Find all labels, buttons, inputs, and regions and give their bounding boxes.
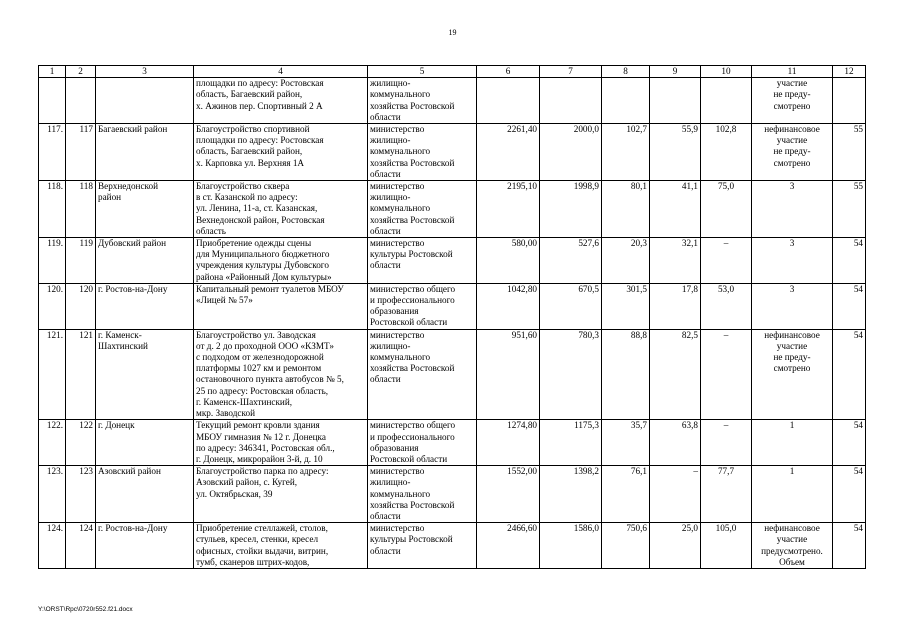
column-header: 11 — [752, 66, 833, 78]
row-number-cell: 118 — [66, 181, 96, 238]
score-cell — [833, 78, 866, 124]
value-cell-6: 1274,80 — [477, 420, 540, 466]
municipality-cell: г. Ростов-на-Дону — [96, 283, 194, 329]
column-header: 3 — [96, 66, 194, 78]
municipality-cell: Багаевский район — [96, 124, 194, 181]
data-table — [38, 65, 866, 569]
municipality-cell: Верхнедонской район — [96, 181, 194, 238]
row-number-cell: 119 — [66, 238, 96, 284]
score-cell: 55 — [833, 181, 866, 238]
value-cell-10: 102,8 — [701, 124, 752, 181]
value-cell-7: 2000,0 — [540, 124, 602, 181]
ministry-cell: министерство жилищно- коммунального хозяйства Ростовской области — [368, 124, 477, 181]
column-header: 2 — [66, 66, 96, 78]
project-cell: площадки по адресу: Ростовская область, Багаевский район, х. Ажинов пер. Спортивный 2 А — [194, 78, 368, 124]
value-cell-9: 82,5 — [650, 329, 701, 420]
row-number-cell: 117 — [66, 124, 96, 181]
municipality-cell — [96, 78, 194, 124]
project-cell: Капитальный ремонт туалетов МБОУ «Лицей № 57» — [194, 283, 368, 329]
project-cell: Текущий ремонт кровли здания МБОУ гимназия № 12 г. Донецка по адресу: 346341, Ростовская обл., г. Донецк, микрорайон 3-й, д. 10 — [194, 420, 368, 466]
score-cell: 55 — [833, 124, 866, 181]
project-cell: Приобретение одежды сцены для Муниципального бюджетного учреждения культуры Дубовского района «Районный Дом культуры» — [194, 238, 368, 284]
value-cell-10: 105,0 — [701, 523, 752, 569]
ministry-cell: министерство культуры Ростовской области — [368, 238, 477, 284]
value-cell-8: 35,7 — [602, 420, 650, 466]
row-index-cell: 124. — [39, 523, 66, 569]
ministry-cell: министерство общего и профессионального образования Ростовской области — [368, 420, 477, 466]
participation-cell: 3 — [752, 283, 833, 329]
table-row — [39, 181, 866, 238]
value-cell-6: 2195,10 — [477, 181, 540, 238]
value-cell-6: 1042,80 — [477, 283, 540, 329]
column-header: 9 — [650, 66, 701, 78]
column-header: 8 — [602, 66, 650, 78]
table-row — [39, 238, 866, 284]
ministry-cell: жилищно- коммунального хозяйства Ростовской области — [368, 78, 477, 124]
column-header: 4 — [194, 66, 368, 78]
municipality-cell: г. Ростов-на-Дону — [96, 523, 194, 569]
participation-cell: нефинансовое участие не преду- смотрено — [752, 329, 833, 420]
column-header: 10 — [701, 66, 752, 78]
value-cell-6: 1552,00 — [477, 466, 540, 523]
value-cell-7: 1175,3 — [540, 420, 602, 466]
value-cell-6 — [477, 78, 540, 124]
table-row — [39, 420, 866, 466]
page-number: 19 — [448, 28, 457, 37]
value-cell-9: 55,9 — [650, 124, 701, 181]
column-header: 12 — [833, 66, 866, 78]
value-cell-8: 301,5 — [602, 283, 650, 329]
value-cell-7: 1398,2 — [540, 466, 602, 523]
value-cell-10 — [701, 78, 752, 124]
ministry-cell: министерство культуры Ростовской области — [368, 523, 477, 569]
table-body — [39, 66, 866, 569]
column-header: 1 — [39, 66, 66, 78]
value-cell-7: 780,3 — [540, 329, 602, 420]
value-cell-6: 580,00 — [477, 238, 540, 284]
score-cell: 54 — [833, 238, 866, 284]
project-cell: Приобретение стеллажей, столов, стульев, кресел, стенки, кресел офисных, стойки выдачи, витрин, тумб, сканеров штрих-кодов, — [194, 523, 368, 569]
participation-cell: 3 — [752, 181, 833, 238]
value-cell-9: 41,1 — [650, 181, 701, 238]
value-cell-6: 2261,40 — [477, 124, 540, 181]
ministry-cell: министерство общего и профессионального образования Ростовской области — [368, 283, 477, 329]
ministry-cell: министерство жилищно- коммунального хозяйства Ростовской области — [368, 329, 477, 420]
score-cell: 54 — [833, 523, 866, 569]
value-cell-10: – — [701, 420, 752, 466]
value-cell-8: 750,6 — [602, 523, 650, 569]
score-cell: 54 — [833, 283, 866, 329]
score-cell: 54 — [833, 466, 866, 523]
value-cell-9: – — [650, 466, 701, 523]
row-index-cell — [39, 78, 66, 124]
municipality-cell: г. Каменск- Шахтинский — [96, 329, 194, 420]
participation-cell: 1 — [752, 420, 833, 466]
value-cell-6: 2466,60 — [477, 523, 540, 569]
project-cell: Благоустройство спортивной площадки по адресу: Ростовская область, Багаевский район, х. Карповка ул. Верхняя 1А — [194, 124, 368, 181]
score-cell: 54 — [833, 329, 866, 420]
participation-cell: нефинансовое участие не преду- смотрено — [752, 124, 833, 181]
participation-cell: нефинансовое участие предусмотрено. Объем — [752, 523, 833, 569]
row-index-cell: 119. — [39, 238, 66, 284]
row-index-cell: 121. — [39, 329, 66, 420]
value-cell-7 — [540, 78, 602, 124]
value-cell-8 — [602, 78, 650, 124]
project-cell: Благоустройство ул. Заводская от д. 2 до проходной ООО «КЗМТ» с подходом от железнодорожной платформы 1027 км и ремонтом остановочного пункта автобусов № 5, 25 по адресу: Ростовская область, г. Каменск-Шахтинский, мкр. Заводской — [194, 329, 368, 420]
value-cell-9: 32,1 — [650, 238, 701, 284]
row-number-cell: 123 — [66, 466, 96, 523]
row-number-cell: 121 — [66, 329, 96, 420]
participation-cell: 3 — [752, 238, 833, 284]
project-cell: Благоустройство парка по адресу: Азовский район, с. Кугей, ул. Октябрьская, 39 — [194, 466, 368, 523]
value-cell-9 — [650, 78, 701, 124]
value-cell-10: 53,0 — [701, 283, 752, 329]
value-cell-9: 17,8 — [650, 283, 701, 329]
value-cell-7: 1998,9 — [540, 181, 602, 238]
value-cell-10: 75,0 — [701, 181, 752, 238]
value-cell-8: 76,1 — [602, 466, 650, 523]
value-cell-9: 25,0 — [650, 523, 701, 569]
row-number-cell — [66, 78, 96, 124]
row-index-cell: 118. — [39, 181, 66, 238]
value-cell-7: 527,6 — [540, 238, 602, 284]
row-index-cell: 122. — [39, 420, 66, 466]
value-cell-8: 102,7 — [602, 124, 650, 181]
score-cell: 54 — [833, 420, 866, 466]
value-cell-8: 20,3 — [602, 238, 650, 284]
row-index-cell: 120. — [39, 283, 66, 329]
participation-cell: участие не преду- смотрено — [752, 78, 833, 124]
table-row — [39, 329, 866, 420]
row-index-cell: 117. — [39, 124, 66, 181]
value-cell-7: 1586,0 — [540, 523, 602, 569]
value-cell-8: 80,1 — [602, 181, 650, 238]
row-number-cell: 124 — [66, 523, 96, 569]
ministry-cell: министерство жилищно- коммунального хозяйства Ростовской области — [368, 466, 477, 523]
value-cell-10: 77,7 — [701, 466, 752, 523]
value-cell-10: – — [701, 238, 752, 284]
value-cell-8: 88,8 — [602, 329, 650, 420]
table-row — [39, 78, 866, 124]
project-cell: Благоустройство сквера в ст. Казанской по адресу: ул. Ленина, 11-а, ст. Казанская, Вехнедонской район, Ростовская область — [194, 181, 368, 238]
column-numbers-row — [39, 66, 866, 78]
table-row — [39, 124, 866, 181]
value-cell-7: 670,5 — [540, 283, 602, 329]
row-number-cell: 120 — [66, 283, 96, 329]
municipality-cell: Дубовский район — [96, 238, 194, 284]
participation-cell: 1 — [752, 466, 833, 523]
municipality-cell: г. Донецк — [96, 420, 194, 466]
row-number-cell: 122 — [66, 420, 96, 466]
table-row — [39, 283, 866, 329]
table-row — [39, 466, 866, 523]
table-row — [39, 523, 866, 569]
municipality-cell: Азовский район — [96, 466, 194, 523]
column-header: 7 — [540, 66, 602, 78]
column-header: 5 — [368, 66, 477, 78]
file-path-footer: Y:\ORST\Rpc\0720r552.f21.docx — [38, 606, 133, 613]
row-index-cell: 123. — [39, 466, 66, 523]
value-cell-9: 63,8 — [650, 420, 701, 466]
value-cell-10: – — [701, 329, 752, 420]
ministry-cell: министерство жилищно- коммунального хозяйства Ростовской области — [368, 181, 477, 238]
column-header: 6 — [477, 66, 540, 78]
value-cell-6: 951,60 — [477, 329, 540, 420]
